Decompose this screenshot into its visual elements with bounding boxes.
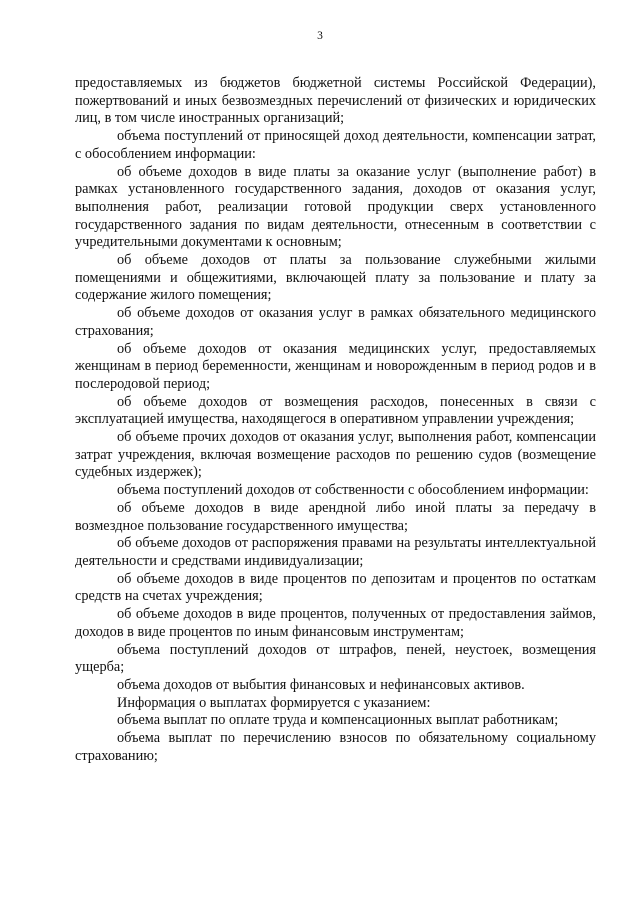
paragraph: объема поступлений от приносящей доход деятельности, компенсации затрат, с обособлением информации: — [75, 128, 596, 162]
paragraph: объема выплат по оплате труда и компенсационных выплат работникам; — [117, 712, 559, 729]
document-body — [75, 75, 596, 765]
paragraph: объема поступлений доходов от собственности с обособлением информации: — [117, 482, 589, 499]
paragraph: объема доходов от выбытия финансовых и нефинансовых активов. — [117, 676, 525, 693]
paragraph: об объеме доходов в виде платы за оказание услуг (выполнение работ) в рамках установленного государственного задания, доходов от оказания услуг, выполнения работ, реализации готовой продукции сверх установленного государственного задания по видам деятельности, отнесенным в соответствии с учредительными документами к основным; — [75, 163, 596, 251]
paragraph: об объеме доходов от оказания медицинских услуг, предоставляемых женщинам в период беременности, женщинам и новорожденным в период родов и в послеродовой период; — [75, 340, 596, 392]
paragraph: об объеме доходов от платы за пользование служебными жилыми помещениями и общежитиями, включающей плату за пользование и плату за содержание жилого помещения; — [75, 252, 596, 304]
page-number: 3 — [317, 30, 323, 42]
paragraph: об объеме доходов в виде арендной либо иной платы за передачу в возмездное пользование государственного имущества; — [75, 499, 596, 534]
paragraph: об объеме доходов в виде процентов по депозитам и процентов по остаткам средств на счетах учреждения; — [75, 570, 596, 605]
paragraph: об объеме прочих доходов от оказания услуг, выполнения работ, компенсации затрат учреждения, включая возмещение расходов по решению судов (возмещение судебных издержек); — [75, 429, 596, 481]
paragraph: предоставляемых из бюджетов бюджетной системы Российской Федерации), пожертвований и иных безвозмездных перечислений от физических и юридических лиц, в том числе иностранных организаций; — [75, 75, 596, 127]
paragraph: об объеме доходов в виде процентов, полученных от предоставления займов, доходов в виде процентов по иным финансовым инструментам; — [75, 606, 596, 640]
paragraph: Информация о выплатах формируется с указанием: — [117, 694, 431, 711]
paragraph: об объеме доходов от возмещения расходов, понесенных в связи с эксплуатацией имущества, находящегося в оперативном управлении учреждения; — [75, 393, 596, 428]
paragraph: об объеме доходов от оказания услуг в рамках обязательного медицинского страхования; — [75, 305, 596, 339]
paragraph: объема выплат по перечислению взносов по обязательному социальному страхованию; — [75, 730, 596, 764]
paragraph: об объеме доходов от распоряжения правами на результаты интеллектуальной деятельности и средствами индивидуализации; — [75, 535, 596, 569]
paragraph: объема поступлений доходов от штрафов, пеней, неустоек, возмещения ущерба; — [75, 641, 596, 676]
